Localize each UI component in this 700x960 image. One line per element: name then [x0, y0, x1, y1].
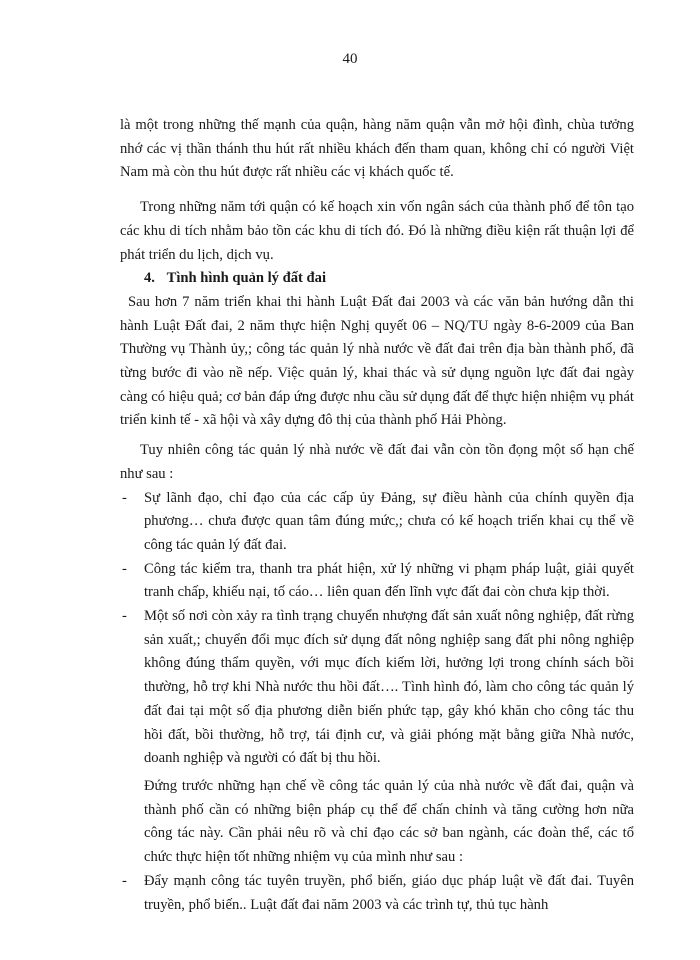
section-number: 4.: [144, 270, 155, 287]
list-item: [120, 558, 634, 605]
list-item: [120, 605, 634, 771]
paragraph-limitations-intro: Tuy nhiên công tác quản lý nhà nước về đất đai vẫn còn tồn đọng một số hạn chế như sau :: [120, 442, 634, 482]
document-body: [120, 114, 634, 917]
list-item-text: Sự lãnh đạo, chỉ đạo của các cấp ủy Đảng, sự điều hành của chính quyền địa phương… chưa được quan tâm đúng mức,; chưa có kế hoạch triển khai cụ thể về công tác quản lý đất đai.: [144, 489, 634, 553]
bullet-dash: -: [122, 608, 127, 625]
paragraph-measures-intro: Đứng trước những hạn chế về công tác quản lý của nhà nước về đất đai, quận và thành phố cần có những biện pháp cụ thể để chấn chỉnh và tăng cường hơn nữa công tác này. Cần phải nêu rõ và chỉ đạo các sở ban ngành, các đoàn thể, các tổ chức thực hiện tốt những nhiệm vụ của mình như sau :: [144, 777, 634, 866]
list-item-text: Đẩy mạnh công tác tuyên truyền, phổ biến, giáo dục pháp luật về đất đai. Tuyên truyền, phổ biến.. Luật đất đai năm 2003 và các trình tự, thủ tục hành: [144, 872, 634, 913]
paragraph-tourism: là một trong những thế mạnh của quận, hàng năm quận vẫn mở hội đình, chùa tưởng nhớ các vị thần thánh thu hút rất nhiều khách đến tham quan, không chỉ có người Việt Nam mà còn thu hút được rất nhiều các vị khách quốc tế.: [120, 117, 634, 181]
section-title: Tình hình quản lý đất đai: [166, 270, 327, 287]
section-heading: [144, 267, 634, 291]
list-item-text: Công tác kiểm tra, thanh tra phát hiện, xử lý những vi phạm pháp luật, giải quyết tranh chấp, khiếu nại, tố cáo… liên quan đến lĩnh vực đất đai còn chưa kịp thời.: [144, 560, 634, 601]
list-item-text: Một số nơi còn xảy ra tình trạng chuyển nhượng đất sản xuất nông nghiệp, đất rừng sản xuất,; chuyển đổi mục đích sử dụng đất nông nghiệp sang đất phi nông nghiệp không đúng thẩm quyền, với mục đích kiếm lời, hưởng lợi trong chính sách bồi thường, hỗ trợ khi Nhà nước thu hồi đất…. Tình hình đó, làm cho công tác quản lý đất đai tại một số địa phương diễn biến phức tạp, gây khó khăn cho công tác thu hồi đất, bồi thường, hỗ trợ, tái định cư, và giải phóng mặt bằng giữa Nhà nước, doanh nghiệp và người có đất bị thu hồi.: [144, 608, 634, 767]
bullet-dash: -: [122, 489, 127, 506]
bullet-dash: -: [122, 560, 127, 577]
paragraph-relic-plan: Trong những năm tới quận có kế hoạch xin vốn ngân sách của thành phố để tôn tạo các khu di tích nhằm bảo tồn các khu di tích đó. Đó là những điều kiện rất thuận lợi để phát triển du lịch, dịch vụ.: [120, 199, 634, 263]
list-item: [120, 487, 634, 558]
paragraph-land-law: Sau hơn 7 năm triển khai thi hành Luật Đất đai 2003 và các văn bản hướng dẫn thi hành Luật Đất đai, 2 năm thực hiện Nghị quyết 06 – NQ/TU ngày 8-6-2009 của Ban Thường vụ Thành ủy,; công tác quản lý nhà nước về đất đai trên địa bàn thành phố, đã từng bước đi vào nề nếp. Việc quản lý, khai thác và sử dụng nguồn lực đất đai ngày càng có hiệu quả; cơ bản đáp ứng được nhu cầu sử dụng đất để thực hiện nhiệm vụ phát triển kinh tế - xã hội và xây dựng đô thị của thành phố Hải Phòng.: [120, 293, 634, 429]
page-number: 40: [342, 51, 358, 67]
bullet-dash: -: [122, 872, 127, 889]
list-item: [120, 870, 634, 917]
